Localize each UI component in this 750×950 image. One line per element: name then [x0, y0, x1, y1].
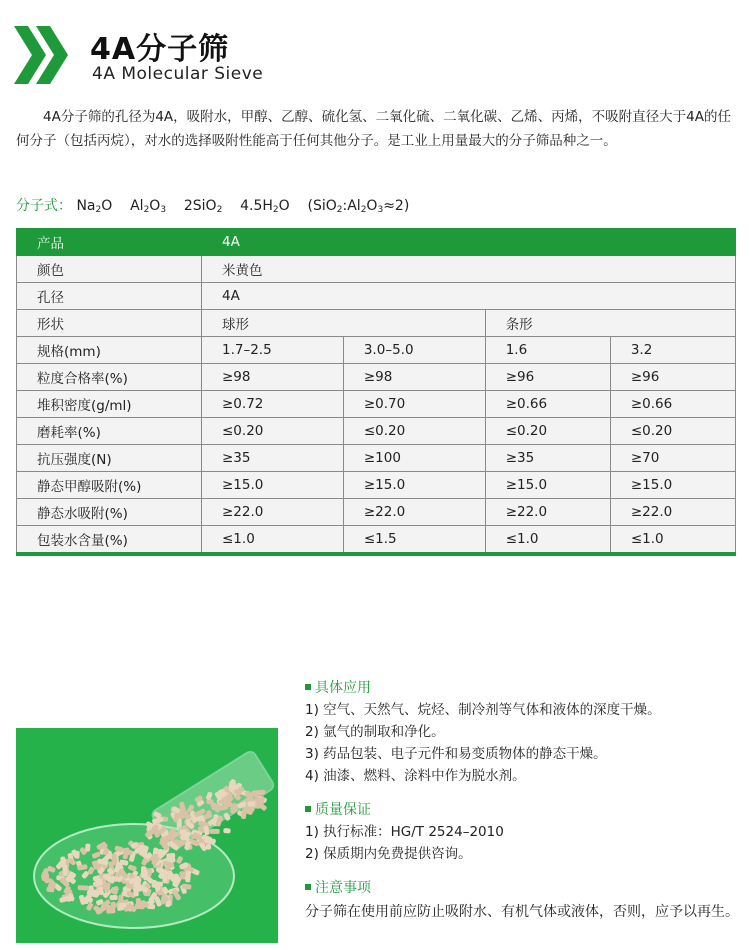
formula-ratio: $(SiO_2:Al_2O_3\approx 2)$: [307, 198, 410, 215]
section-title-notice: 注意事项: [305, 877, 745, 899]
table-cell-label: 堆积密度(g/ml): [17, 391, 202, 418]
list-item: 1) 执行标准：HG/T 2524–2010: [305, 824, 504, 840]
table-row: [17, 445, 736, 472]
table-cell-value: ≥0.72: [202, 391, 344, 418]
table-cell-value: ≤0.20: [485, 418, 610, 445]
list-item: 1) 空气、天然气、烷烃、制冷剂等气体和液体的深度干燥。: [305, 702, 661, 718]
table-cell-value: 4A: [202, 229, 736, 256]
table-cell-value: 条形: [485, 310, 735, 337]
molecular-formula: [16, 195, 409, 215]
list-item: 2) 保质期内免费提供咨询。: [305, 846, 472, 862]
table-cell-label: 形状: [17, 310, 202, 337]
table-cell-value: ≥35: [202, 445, 344, 472]
table-cell-value: ≥15.0: [202, 472, 344, 499]
table-cell-value: ≥98: [202, 364, 344, 391]
table-row: [17, 526, 736, 555]
table-cell-value: ≤1.0: [202, 526, 344, 555]
table-row: [17, 283, 736, 310]
table-cell-value: ≥22.0: [202, 499, 344, 526]
table-row: [17, 337, 736, 364]
formula-sio2: 2SiO$_2$: [183, 198, 223, 215]
table-cell-value: 1.6: [485, 337, 610, 364]
table-cell-value: ≤1.0: [485, 526, 610, 555]
table-cell-value: ≥96: [485, 364, 610, 391]
table-row: [17, 418, 736, 445]
list-item: 3) 药品包装、电子元件和易变质物体的静态干燥。: [305, 746, 607, 762]
table-row: [17, 364, 736, 391]
list-item: 4) 油漆、燃料、涂料中作为脱水剂。: [305, 768, 526, 784]
table-cell-label: 孔径: [17, 283, 202, 310]
table-cell-label: 磨耗率(%): [17, 418, 202, 445]
table-cell-label: 粒度合格率(%): [17, 364, 202, 391]
table-cell-label: 规格(mm): [17, 337, 202, 364]
table-cell-value: ≤0.20: [610, 418, 735, 445]
table-cell-label: 抗压强度(N): [17, 445, 202, 472]
spec-table: [16, 228, 736, 556]
table-cell-value: ≥22.0: [343, 499, 485, 526]
table-cell-value: ≥15.0: [485, 472, 610, 499]
intro-paragraph: 4A分子筛的孔径为4A，吸附水，甲醇、乙醇、硫化氢、二氧化硫、二氧化碳、乙烯、丙烯，不吸附直径大于4A的任何分子（包括丙烷），对水的选择吸附性能高于任何其他分子。是工业上用量最大的分子筛品种之一。: [16, 109, 731, 149]
section-title-quality: 质量保证: [305, 799, 745, 821]
table-cell-value: ≥70: [610, 445, 735, 472]
table-cell-value: ≥98: [343, 364, 485, 391]
table-cell-value: 4A: [202, 283, 736, 310]
table-row: [17, 256, 736, 283]
table-cell-label: 静态水吸附(%): [17, 499, 202, 526]
table-cell-label: 产品: [17, 229, 202, 256]
formula-al2o3: $Al_2O_3$: [130, 198, 167, 215]
table-cell-value: ≥15.0: [343, 472, 485, 499]
bullet-square-icon: [305, 684, 311, 690]
table-cell-label: 包装水含量(%): [17, 526, 202, 555]
bullet-square-icon: [305, 884, 311, 890]
table-cell-value: ≥0.70: [343, 391, 485, 418]
table-cell-label: 静态甲醇吸附(%): [17, 472, 202, 499]
table-cell-value: ≥0.66: [485, 391, 610, 418]
formula-na2o: $Na_2O$: [76, 198, 113, 215]
list-item: 2) 氩气的制取和净化。: [305, 724, 445, 740]
product-photo: [16, 728, 278, 943]
table-row: [17, 391, 736, 418]
table-cell-value: ≥15.0: [610, 472, 735, 499]
table-cell-value: ≥22.0: [485, 499, 610, 526]
table-cell-value: ≤0.20: [343, 418, 485, 445]
page-title: 4A分子筛: [90, 32, 230, 67]
table-header-row: [17, 229, 736, 256]
table-cell-value: ≤1.0: [610, 526, 735, 555]
formula-h2o: $4.5H_2O$: [240, 198, 290, 215]
page-subtitle: 4A Molecular Sieve: [92, 64, 264, 84]
table-row: [17, 310, 736, 337]
table-row: [17, 499, 736, 526]
table-cell-value: 3.0–5.0: [343, 337, 485, 364]
info-panel: [305, 677, 745, 925]
table-cell-value: ≥96: [610, 364, 735, 391]
bullet-square-icon: [305, 806, 311, 812]
table-cell-value: ≤1.5: [343, 526, 485, 555]
notice-text: 分子筛在使用前应防止吸附水、有机气体或液体，否则，应予以再生。: [305, 904, 739, 920]
chevron-logo-icon: [14, 24, 76, 86]
table-cell-value: ≥0.66: [610, 391, 735, 418]
table-cell-value: 米黄色: [202, 256, 736, 283]
table-cell-value: 球形: [202, 310, 486, 337]
table-cell-value: ≥35: [485, 445, 610, 472]
table-cell-value: 1.7–2.5: [202, 337, 344, 364]
section-title-applications: 具体应用: [305, 677, 745, 699]
table-cell-value: 3.2: [610, 337, 735, 364]
table-cell-label: 颜色: [17, 256, 202, 283]
table-cell-value: ≤0.20: [202, 418, 344, 445]
table-cell-value: ≥100: [343, 445, 485, 472]
table-row: [17, 472, 736, 499]
formula-label: 分子式：: [16, 198, 72, 214]
table-cell-value: ≥22.0: [610, 499, 735, 526]
